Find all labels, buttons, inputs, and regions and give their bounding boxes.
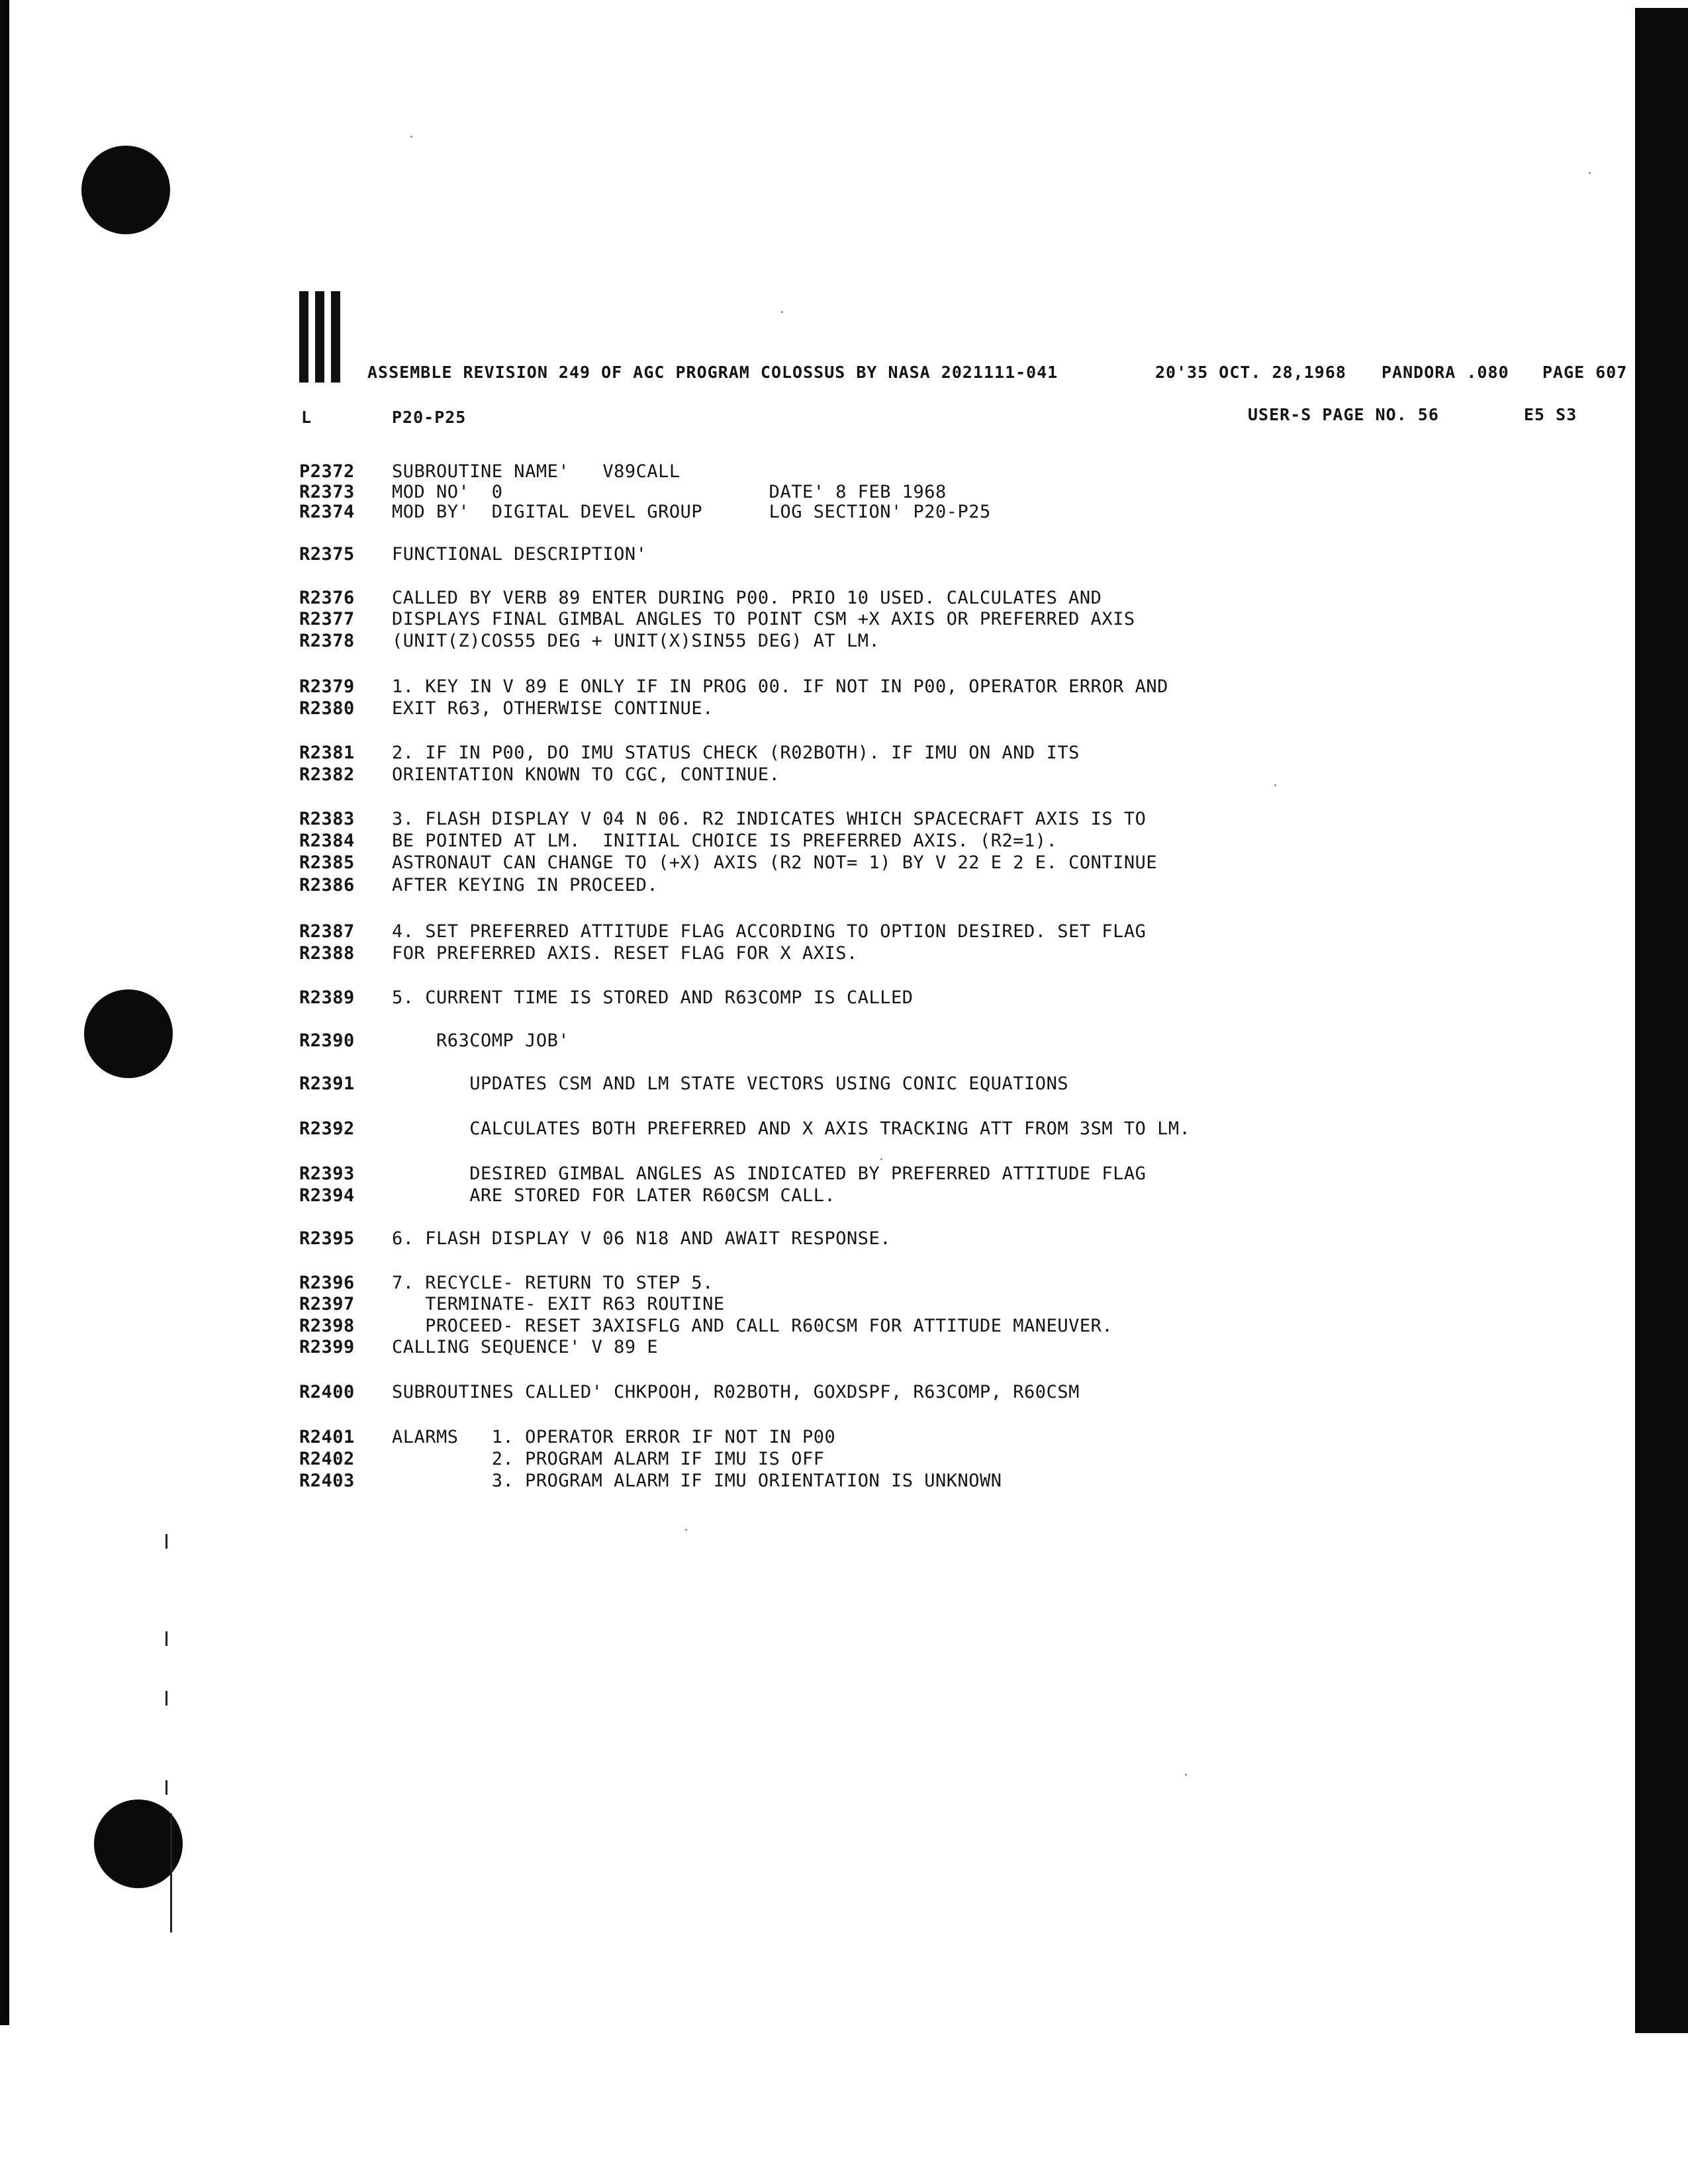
line-label: R2398 <box>299 1316 355 1336</box>
line-text: DESIRED GIMBAL ANGLES AS INDICATED BY PREFERRED ATTITUDE FLAG <box>392 1163 1147 1184</box>
line-text: SUBROUTINES CALLED' CHKPOOH, R02BOTH, GOXDSPF, R63COMP, R60CSM <box>392 1382 1080 1402</box>
margin-tick <box>170 1813 172 1933</box>
scan-speck <box>1589 172 1591 174</box>
page-marker-bars <box>299 291 343 383</box>
subheader-code: E5 S3 <box>1524 405 1577 424</box>
line-label: R2380 <box>299 698 355 719</box>
scan-speck <box>781 311 783 313</box>
line-label: R2387 <box>299 921 355 942</box>
header-assemble: ASSEMBLE REVISION 249 OF AGC PROGRAM COLOSSUS BY NASA 2021111-041 <box>367 363 1058 382</box>
line-text: 2. PROGRAM ALARM IF IMU IS OFF <box>392 1449 825 1469</box>
line-label: R2382 <box>299 764 355 785</box>
scan-border-left <box>0 0 9 2025</box>
line-text: TERMINATE- EXIT R63 ROUTINE <box>392 1294 725 1314</box>
line-label: R2395 <box>299 1228 355 1249</box>
header-pandora: PANDORA .080 <box>1382 363 1509 382</box>
subheader-l: L <box>301 408 312 427</box>
punch-hole-top <box>81 146 170 234</box>
line-text: BE POINTED AT LM. INITIAL CHOICE IS PREFERRED AXIS. (R2=1). <box>392 831 1058 851</box>
line-text: EXIT R63, OTHERWISE CONTINUE. <box>392 698 714 719</box>
line-text: 3. PROGRAM ALARM IF IMU ORIENTATION IS UNKNOWN <box>392 1471 1002 1491</box>
line-label: R2385 <box>299 852 355 873</box>
line-label: R2384 <box>299 831 355 851</box>
scan-speck <box>880 1158 882 1160</box>
line-label: R2390 <box>299 1030 355 1051</box>
scan-speck <box>1274 784 1276 786</box>
line-text: 4. SET PREFERRED ATTITUDE FLAG ACCORDING TO OPTION DESIRED. SET FLAG <box>392 921 1147 942</box>
line-label: R2373 <box>299 482 355 502</box>
subheader-users-page: USER-S PAGE NO. 56 <box>1248 405 1439 424</box>
line-label: R2394 <box>299 1185 355 1206</box>
line-label: R2378 <box>299 631 355 651</box>
line-label: R2389 <box>299 987 355 1008</box>
line-label: R2403 <box>299 1471 355 1491</box>
line-label: R2377 <box>299 609 355 629</box>
line-label: P2372 <box>299 461 355 482</box>
line-text: 2. IF IN P00, DO IMU STATUS CHECK (R02BOTH). IF IMU ON AND ITS <box>392 743 1080 763</box>
line-text: DISPLAYS FINAL GIMBAL ANGLES TO POINT CSM +X AXIS OR PREFERRED AXIS <box>392 609 1135 629</box>
line-label: R2400 <box>299 1382 355 1402</box>
line-label: R2401 <box>299 1427 355 1447</box>
line-label: R2379 <box>299 676 355 697</box>
line-text: PROCEED- RESET 3AXISFLG AND CALL R60CSM FOR ATTITUDE MANEUVER. <box>392 1316 1113 1336</box>
header-time-date: 20'35 OCT. 28,1968 <box>1155 363 1346 382</box>
line-text: FOR PREFERRED AXIS. RESET FLAG FOR X AXIS. <box>392 943 858 964</box>
line-text: 3. FLASH DISPLAY V 04 N 06. R2 INDICATES WHICH SPACECRAFT AXIS IS TO <box>392 809 1147 829</box>
line-label: R2381 <box>299 743 355 763</box>
margin-tick <box>165 1780 167 1795</box>
margin-tick <box>165 1691 167 1706</box>
line-text: MOD NO' 0 DATE' 8 FEB 1968 <box>392 482 947 502</box>
line-label: R2386 <box>299 875 355 895</box>
line-text: R63COMP JOB' <box>392 1030 570 1051</box>
line-text: ALARMS 1. OPERATOR ERROR IF NOT IN P00 <box>392 1427 836 1447</box>
line-text: (UNIT(Z)COS55 DEG + UNIT(X)SIN55 DEG) AT LM. <box>392 631 880 651</box>
line-label: R2374 <box>299 502 355 522</box>
line-text: 1. KEY IN V 89 E ONLY IF IN PROG 00. IF NOT IN P00, OPERATOR ERROR AND <box>392 676 1168 697</box>
line-text: UPDATES CSM AND LM STATE VECTORS USING CONIC EQUATIONS <box>392 1073 1069 1094</box>
line-text: AFTER KEYING IN PROCEED. <box>392 875 659 895</box>
line-label: R2396 <box>299 1273 355 1293</box>
line-text: 5. CURRENT TIME IS STORED AND R63COMP IS CALLED <box>392 987 914 1008</box>
margin-tick <box>165 1534 167 1549</box>
header-page: PAGE 607 <box>1542 363 1628 382</box>
punch-hole-bottom <box>94 1799 183 1888</box>
line-label: R2392 <box>299 1118 355 1139</box>
scan-speck <box>410 136 412 138</box>
line-text: 6. FLASH DISPLAY V 06 N18 AND AWAIT RESPONSE. <box>392 1228 891 1249</box>
line-text: CALLING SEQUENCE' V 89 E <box>392 1337 659 1357</box>
line-text: CALCULATES BOTH PREFERRED AND X AXIS TRACKING ATT FROM 3SM TO LM. <box>392 1118 1191 1139</box>
line-text: ASTRONAUT CAN CHANGE TO (+X) AXIS (R2 NOT= 1) BY V 22 E 2 E. CONTINUE <box>392 852 1158 873</box>
punch-hole-middle <box>84 989 173 1078</box>
margin-tick <box>165 1631 167 1646</box>
scan-border-right <box>1635 8 1688 2033</box>
line-label: R2383 <box>299 809 355 829</box>
line-text: SUBROUTINE NAME' V89CALL <box>392 461 680 482</box>
scan-speck <box>685 1529 687 1531</box>
line-label: R2393 <box>299 1163 355 1184</box>
line-label: R2375 <box>299 544 355 565</box>
line-text: ARE STORED FOR LATER R60CSM CALL. <box>392 1185 836 1206</box>
line-label: R2376 <box>299 588 355 608</box>
scan-speck <box>1185 1774 1187 1776</box>
line-label: R2397 <box>299 1294 355 1314</box>
line-label: R2391 <box>299 1073 355 1094</box>
line-text: CALLED BY VERB 89 ENTER DURING P00. PRIO 10 USED. CALCULATES AND <box>392 588 1102 608</box>
line-label: R2402 <box>299 1449 355 1469</box>
line-text: FUNCTIONAL DESCRIPTION' <box>392 544 647 565</box>
line-text: 7. RECYCLE- RETURN TO STEP 5. <box>392 1273 714 1293</box>
line-label: R2399 <box>299 1337 355 1357</box>
subheader-section: P20-P25 <box>392 408 467 427</box>
line-text: MOD BY' DIGITAL DEVEL GROUP LOG SECTION' P20-P25 <box>392 502 991 522</box>
line-label: R2388 <box>299 943 355 964</box>
line-text: ORIENTATION KNOWN TO CGC, CONTINUE. <box>392 764 780 785</box>
